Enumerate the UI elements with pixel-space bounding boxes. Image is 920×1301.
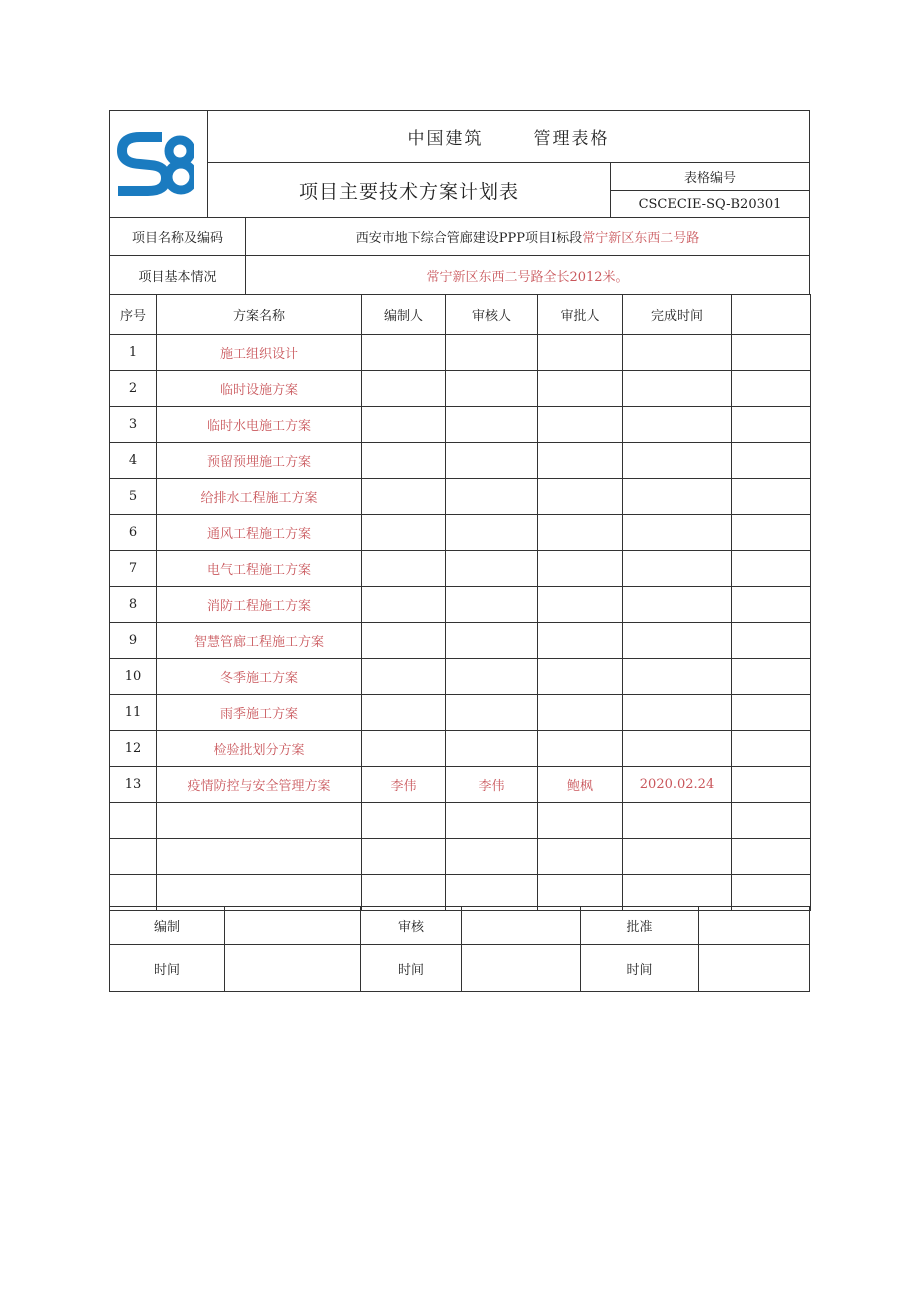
col-header-extra: [731, 294, 811, 335]
cell-approver[interactable]: [537, 478, 623, 515]
cell-no-text: 7: [128, 561, 138, 576]
cell-reviewer[interactable]: [445, 478, 538, 515]
cell-extra[interactable]: [731, 406, 811, 443]
cell-no-text: 9: [128, 633, 138, 648]
cell-no-text: 8: [128, 597, 138, 612]
cell-name: [156, 550, 362, 587]
cell-date[interactable]: [622, 406, 732, 443]
cell-author[interactable]: [361, 838, 446, 875]
cell-author[interactable]: [361, 478, 446, 515]
cell-name: [156, 658, 362, 695]
project-name-label: 项目名称及编码: [131, 231, 223, 246]
col-header-author: [361, 294, 446, 335]
cell-no-text: 11: [124, 705, 142, 720]
cell-no: [109, 694, 157, 731]
footer-approve-value[interactable]: [698, 906, 810, 945]
footer-time-label-3: [580, 944, 699, 992]
cell-name: [156, 694, 362, 731]
cell-name-text: 冬季施工方案: [219, 671, 298, 686]
cell-no-text: 10: [124, 669, 142, 684]
cell-no-text: 6: [128, 525, 138, 540]
cell-date[interactable]: [622, 730, 732, 767]
cell-approver[interactable]: [537, 730, 623, 767]
cell-no: [109, 478, 157, 515]
footer-time-value-3[interactable]: [698, 944, 810, 992]
compile-label: 编制: [153, 920, 180, 935]
cell-approver[interactable]: [537, 694, 623, 731]
cell-reviewer[interactable]: [445, 766, 538, 803]
cell-no: [109, 514, 157, 551]
footer-compile-value[interactable]: [224, 906, 361, 945]
cell-extra[interactable]: [731, 586, 811, 623]
cell-no: [109, 658, 157, 695]
cell-reviewer[interactable]: [445, 550, 538, 587]
cell-approver[interactable]: [537, 370, 623, 407]
cell-name-text: 检验批划分方案: [213, 743, 305, 758]
cell-name-text: 临时设施方案: [219, 383, 298, 398]
cell-reviewer[interactable]: [445, 658, 538, 695]
footer-compile-label: [109, 906, 225, 945]
cell-reviewer[interactable]: [445, 694, 538, 731]
project-info-value-cell: [245, 255, 810, 295]
code-value: CSCECIE-SQ-B20301: [638, 196, 782, 212]
cell-name-text: 疫情防控与安全管理方案: [187, 779, 331, 794]
footer-review-label: [360, 906, 462, 945]
cell-name: [156, 478, 362, 515]
cell-name: [156, 514, 362, 551]
cscec-logo: [110, 111, 209, 219]
cell-approver[interactable]: [537, 586, 623, 623]
cell-name-text: 给排水工程施工方案: [200, 491, 318, 506]
cell-approver[interactable]: [537, 406, 623, 443]
cell-approver[interactable]: [537, 334, 623, 371]
col-header-reviewer: [445, 294, 538, 335]
project-name-value: 西安市地下综合管廊建设PPP项目Ⅰ标段: [355, 231, 583, 246]
cell-approver[interactable]: [537, 658, 623, 695]
cell-approver[interactable]: [537, 550, 623, 587]
cell-reviewer[interactable]: [445, 406, 538, 443]
approve-label: 批准: [626, 920, 653, 935]
col-header-no: [109, 294, 157, 335]
cell-name: [156, 442, 362, 479]
cell-name: [156, 802, 362, 839]
project-name-value-cell: [245, 217, 810, 256]
time-label: 时间: [626, 962, 653, 978]
cell-author[interactable]: [361, 586, 446, 623]
col-header-approver-text: 审批人: [560, 309, 600, 324]
cell-name: [156, 838, 362, 875]
page-title: 项目主要技术方案计划表: [298, 180, 519, 203]
cell-author[interactable]: [361, 442, 446, 479]
footer-approve-label: [580, 906, 699, 945]
cell-reviewer[interactable]: [445, 514, 538, 551]
time-label: 时间: [153, 962, 180, 978]
cell-no: [109, 586, 157, 623]
cell-reviewer[interactable]: [445, 622, 538, 659]
project-name-label-cell: [109, 217, 246, 256]
cell-approver[interactable]: [537, 802, 623, 839]
cell-no: [109, 406, 157, 443]
cell-approver-text: 鲍枫: [566, 779, 593, 794]
cell-name-text: 施工组织设计: [219, 347, 298, 362]
code-label: 表格编号: [683, 171, 736, 186]
cell-date[interactable]: [622, 334, 732, 371]
cell-no-text: 4: [128, 453, 138, 468]
project-name-value-red: 常宁新区东西二号路: [582, 231, 700, 246]
form-frame: [109, 110, 810, 992]
cell-approver[interactable]: [537, 766, 623, 803]
time-label: 时间: [397, 962, 424, 978]
cell-extra[interactable]: [731, 370, 811, 407]
cell-author[interactable]: [361, 406, 446, 443]
footer-time-label-2: [360, 944, 462, 992]
footer-time-value-1[interactable]: [224, 944, 361, 992]
cell-reviewer[interactable]: [445, 442, 538, 479]
cell-extra[interactable]: [731, 802, 811, 839]
cell-no-text: 1: [128, 345, 138, 360]
cell-no-text: 2: [128, 381, 138, 396]
cell-no: [109, 550, 157, 587]
cell-date[interactable]: [622, 550, 732, 587]
cell-date[interactable]: [622, 766, 732, 803]
cell-date[interactable]: [622, 838, 732, 875]
cell-name: [156, 622, 362, 659]
cell-name: [156, 730, 362, 767]
cell-name-text: 雨季施工方案: [219, 707, 298, 722]
cell-name-text: 预留预埋施工方案: [206, 455, 311, 470]
cell-name-text: 消防工程施工方案: [206, 599, 311, 614]
cell-no: [109, 442, 157, 479]
cell-date[interactable]: [622, 586, 732, 623]
cell-author[interactable]: [361, 550, 446, 587]
cell-extra[interactable]: [731, 514, 811, 551]
col-header-reviewer-text: 审核人: [471, 309, 511, 324]
cell-name: [156, 586, 362, 623]
col-header-author-text: 编制人: [383, 309, 423, 324]
col-header-date: [622, 294, 732, 335]
cell-approver[interactable]: [537, 514, 623, 551]
cell-no: [109, 370, 157, 407]
cell-author[interactable]: [361, 370, 446, 407]
cell-extra[interactable]: [731, 478, 811, 515]
cell-extra[interactable]: [731, 550, 811, 587]
cell-extra[interactable]: [731, 622, 811, 659]
cell-author[interactable]: [361, 622, 446, 659]
cell-name: [156, 766, 362, 803]
cell-reviewer[interactable]: [445, 586, 538, 623]
project-info-value: 常宁新区东西二号路全长2012米。: [426, 269, 629, 285]
cell-author[interactable]: [361, 730, 446, 767]
col-header-approver: [537, 294, 623, 335]
cell-date-text: 2020.02.24: [639, 777, 715, 792]
project-info-label-cell: [109, 255, 246, 295]
cell-no-text: 3: [128, 417, 138, 432]
cell-extra[interactable]: [731, 658, 811, 695]
col-header-no-text: 序号: [119, 309, 146, 324]
cell-reviewer[interactable]: [445, 730, 538, 767]
cell-reviewer-text: 李伟: [478, 779, 505, 794]
code-value-cell: [610, 190, 810, 218]
cell-extra[interactable]: [731, 766, 811, 803]
cell-date[interactable]: [622, 478, 732, 515]
cell-extra[interactable]: [731, 730, 811, 767]
org-cell: [207, 110, 810, 163]
col-header-name: [156, 294, 362, 335]
cell-name-text: 临时水电施工方案: [206, 419, 311, 434]
cell-no: [109, 730, 157, 767]
code-label-cell: [610, 162, 810, 191]
cell-date[interactable]: [622, 442, 732, 479]
cell-date[interactable]: [622, 622, 732, 659]
cell-extra[interactable]: [731, 694, 811, 731]
cell-author[interactable]: [361, 658, 446, 695]
cell-date[interactable]: [622, 370, 732, 407]
logo-cell: [109, 110, 208, 218]
review-label: 审核: [397, 920, 424, 935]
cell-no: [109, 622, 157, 659]
footer-time-value-2[interactable]: [461, 944, 581, 992]
cell-date[interactable]: [622, 658, 732, 695]
cell-reviewer[interactable]: [445, 334, 538, 371]
project-info-label: 项目基本情况: [138, 269, 217, 285]
cell-reviewer[interactable]: [445, 838, 538, 875]
cell-no-text: 5: [128, 489, 138, 504]
col-header-name-text: 方案名称: [232, 309, 285, 324]
cell-no: [109, 838, 157, 875]
title-cell: [207, 162, 611, 218]
col-header-date-text: 完成时间: [650, 309, 703, 324]
cell-reviewer[interactable]: [445, 802, 538, 839]
cell-reviewer[interactable]: [445, 370, 538, 407]
cell-no-text: 12: [124, 741, 142, 756]
cell-author[interactable]: [361, 514, 446, 551]
org-name: 中国建筑: [407, 129, 484, 149]
cell-author-text: 李伟: [390, 779, 417, 794]
cell-extra[interactable]: [731, 334, 811, 371]
cell-approver[interactable]: [537, 838, 623, 875]
cell-author[interactable]: [361, 334, 446, 371]
cell-no-text: 13: [124, 777, 142, 792]
form-type: 管理表格: [533, 129, 610, 149]
cell-extra[interactable]: [731, 442, 811, 479]
cell-approver[interactable]: [537, 622, 623, 659]
cell-name: [156, 334, 362, 371]
cell-no: [109, 802, 157, 839]
cell-name-text: 电气工程施工方案: [206, 563, 311, 578]
cell-author[interactable]: [361, 694, 446, 731]
footer-review-value[interactable]: [461, 906, 581, 945]
cell-name-text: 通风工程施工方案: [206, 527, 311, 542]
cell-author[interactable]: [361, 802, 446, 839]
cell-date[interactable]: [622, 514, 732, 551]
cell-author[interactable]: [361, 766, 446, 803]
cell-approver[interactable]: [537, 442, 623, 479]
cell-extra[interactable]: [731, 838, 811, 875]
cell-name-text: 智慧管廊工程施工方案: [193, 635, 324, 650]
cell-date[interactable]: [622, 802, 732, 839]
cell-date[interactable]: [622, 694, 732, 731]
cell-name: [156, 406, 362, 443]
cell-no: [109, 334, 157, 371]
footer-time-label-1: [109, 944, 225, 992]
cell-name: [156, 370, 362, 407]
cell-no: [109, 766, 157, 803]
